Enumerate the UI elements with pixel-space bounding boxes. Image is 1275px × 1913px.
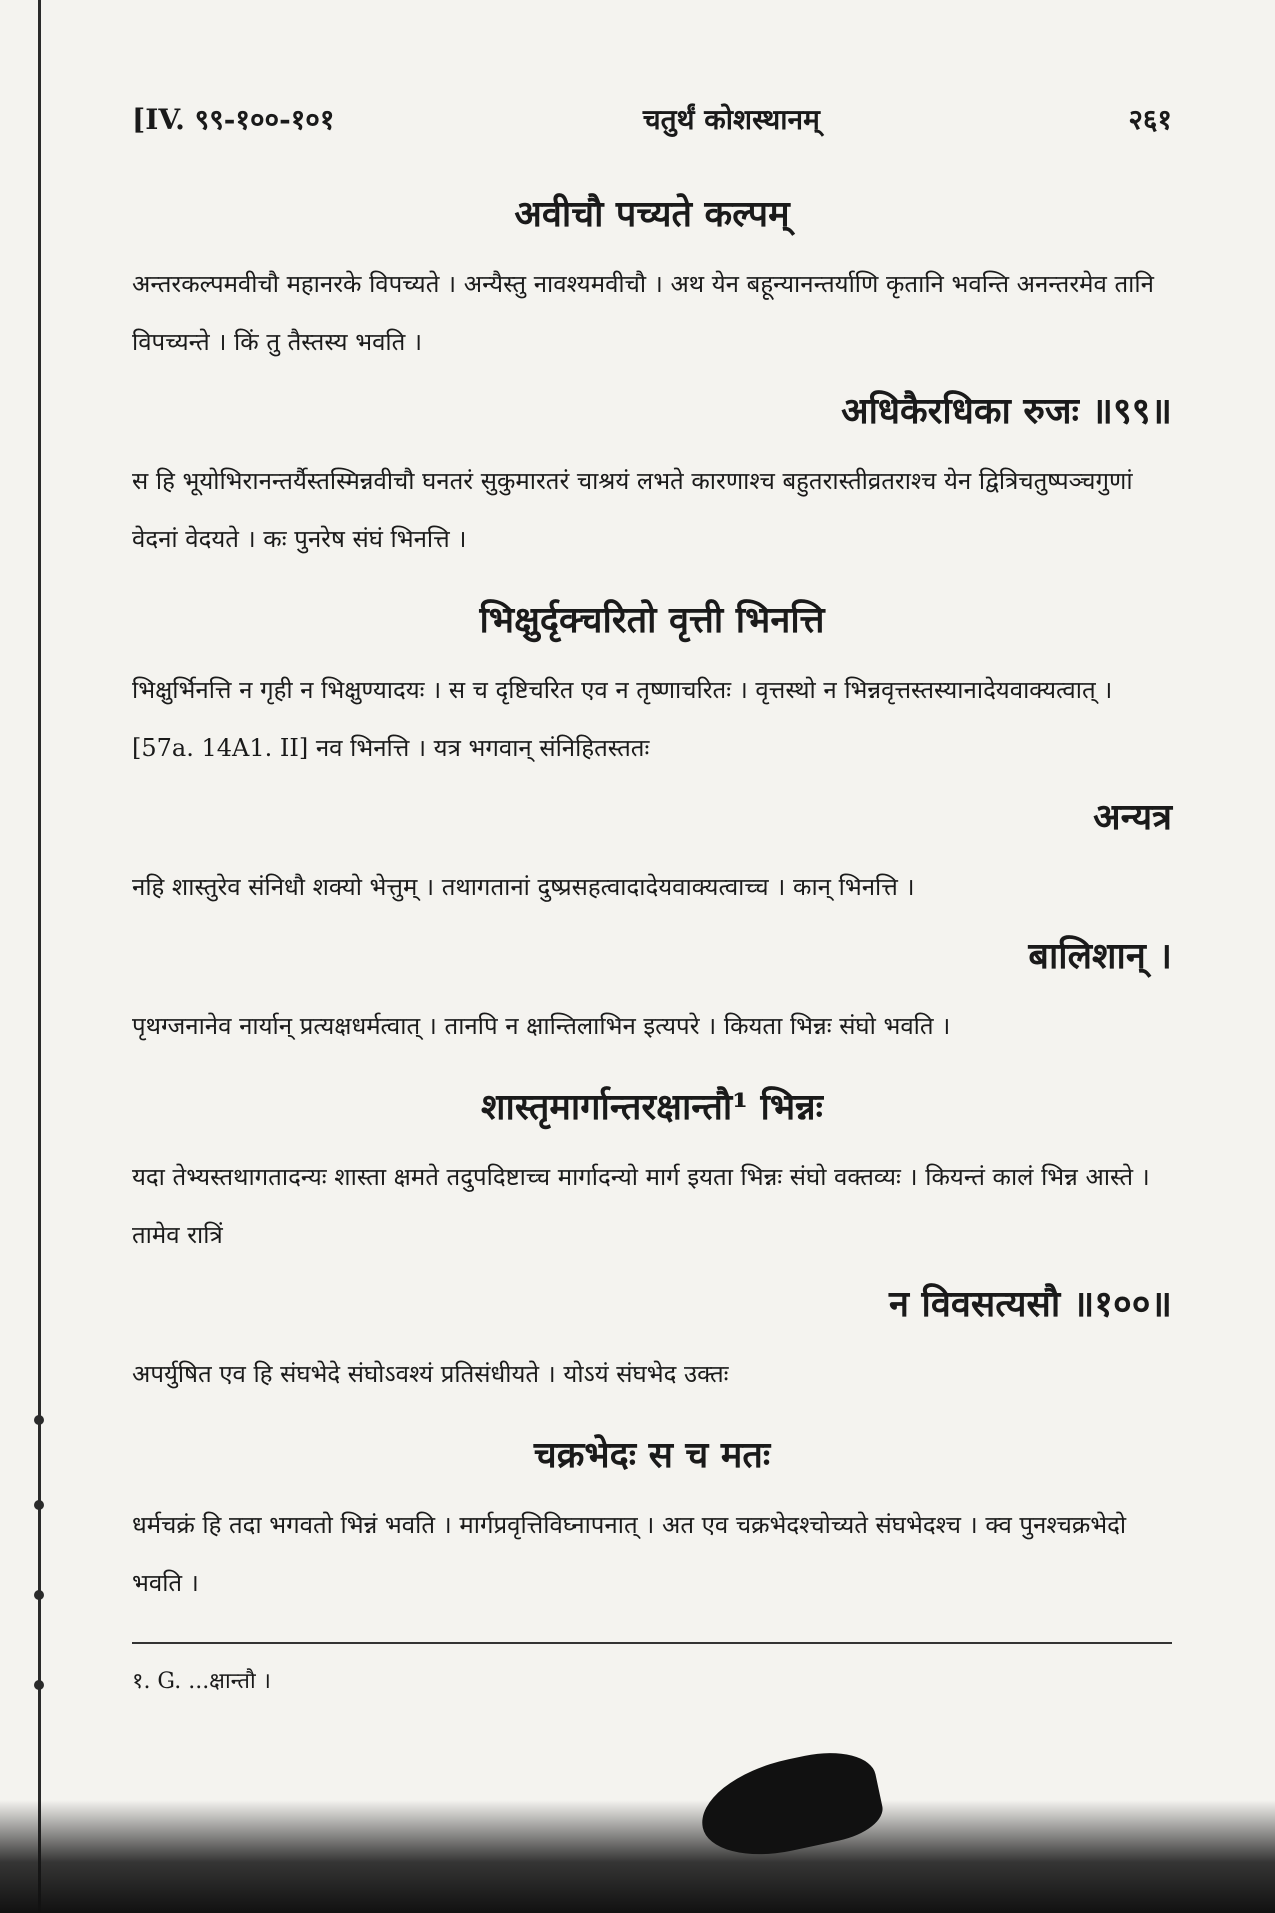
header-section-ref: [IV. ९९-१००-१०१ (132, 103, 335, 136)
page-binding-edge (38, 0, 41, 1913)
paragraph: यदा तेभ्यस्तथागतादन्यः शास्ता क्षमते तदुपदिष्टाच्च मार्गादन्यो मार्ग इयता भिन्नः संघो वक्तव्यः । कियन्तं कालं भिन्न आस्ते । तामेव रात्रिं (132, 1163, 1150, 1249)
paragraph: धर्मचक्रं हि तदा भगवतो भिन्नं भवति । मार्गप्रवृत्तिविघ्नापनात् । अत एव चक्रभेदश्चोच्यते संघभेदश्च । क्व पुनश्चक्रभेदो भवति । (132, 1511, 1127, 1597)
footnote-divider (132, 1642, 1172, 1644)
paragraph: भिक्षुर्भिनत्ति न गृही न भिक्षुण्यादयः । स च दृष्टिचरित एव न तृष्णाचरितः । वृत्तस्थो न भिन्नवृत्तस्तस्यानादेयवाक्यत्वात् । [57a. 14A1. II] नव भिनत्ति । यत्र भगवान् संनिहितस्ततः (132, 676, 1113, 762)
binding-mark (34, 1680, 44, 1690)
verse-heading: अन्यत्र (1093, 796, 1172, 838)
verse-heading: भिक्षुर्दृक्चरितो वृत्ती भिनत्ति (479, 599, 825, 641)
verse-heading: शास्तृमार्गान्तरक्षान्तौ¹ भिन्नः (481, 1086, 823, 1128)
paragraph: नहि शास्तुरेव संनिधौ शक्यो भेत्तुम् । तथागतानां दुष्प्रसहत्वादादेयवाक्यत्वाच्च । कान् भिनत्ति । (132, 873, 915, 901)
paragraph: अन्तरकल्पमवीचौ महानरके विपच्यते । अन्यैस्तु नावश्यमवीचौ । अथ येन बहून्यानन्तर्याणि कृतानि भवन्ति अनन्तरमेव तानि विपच्यन्ते । किं तु तैस्तस्य भवति । (132, 270, 1154, 356)
footnote: १. G. ...क्षान्तौ । (132, 1669, 271, 1694)
header-title: चतुर्थं कोशस्थानम् (642, 103, 820, 136)
page-number: २६१ (1128, 103, 1172, 136)
verse-heading: अवीचौ पच्यते कल्पम् (514, 193, 790, 235)
running-header (132, 100, 1172, 138)
body-text (132, 188, 1172, 1612)
verse-heading: अधिकैरधिका रुजः ॥९९॥ (841, 390, 1172, 432)
verse-heading: बालिशान् । (1028, 935, 1172, 977)
scan-dark-margin (0, 1800, 1275, 1913)
paragraph: अपर्युषित एव हि संघभेदे संघोऽवश्यं प्रतिसंधीयते । योऽयं संघभेद उक्तः (132, 1360, 729, 1388)
binding-mark (34, 1415, 44, 1425)
verse-heading: चक्रभेदः स च मतः (533, 1434, 771, 1476)
binding-mark (34, 1500, 44, 1510)
binding-mark (34, 1590, 44, 1600)
verse-heading: न विवसत्यसौ ॥१००॥ (888, 1283, 1172, 1325)
page-content (132, 100, 1172, 1700)
paragraph: पृथग्जनानेव नार्यान् प्रत्यक्षधर्मत्वात् । तानपि न क्षान्तिलाभिन इत्यपरे । कियता भिन्नः संघो भवति । (132, 1012, 951, 1040)
paragraph: स हि भूयोभिरानन्तर्यैस्तस्मिन्नवीचौ घनतरं सुकुमारतरं चाश्रयं लभते कारणाश्च बहुतरास्तीव्रतराश्च येन द्वित्रिचतुष्पञ्चगुणां वेदनां वेदयते । कः पुनरेष संघं भिनत्ति । (132, 467, 1133, 553)
